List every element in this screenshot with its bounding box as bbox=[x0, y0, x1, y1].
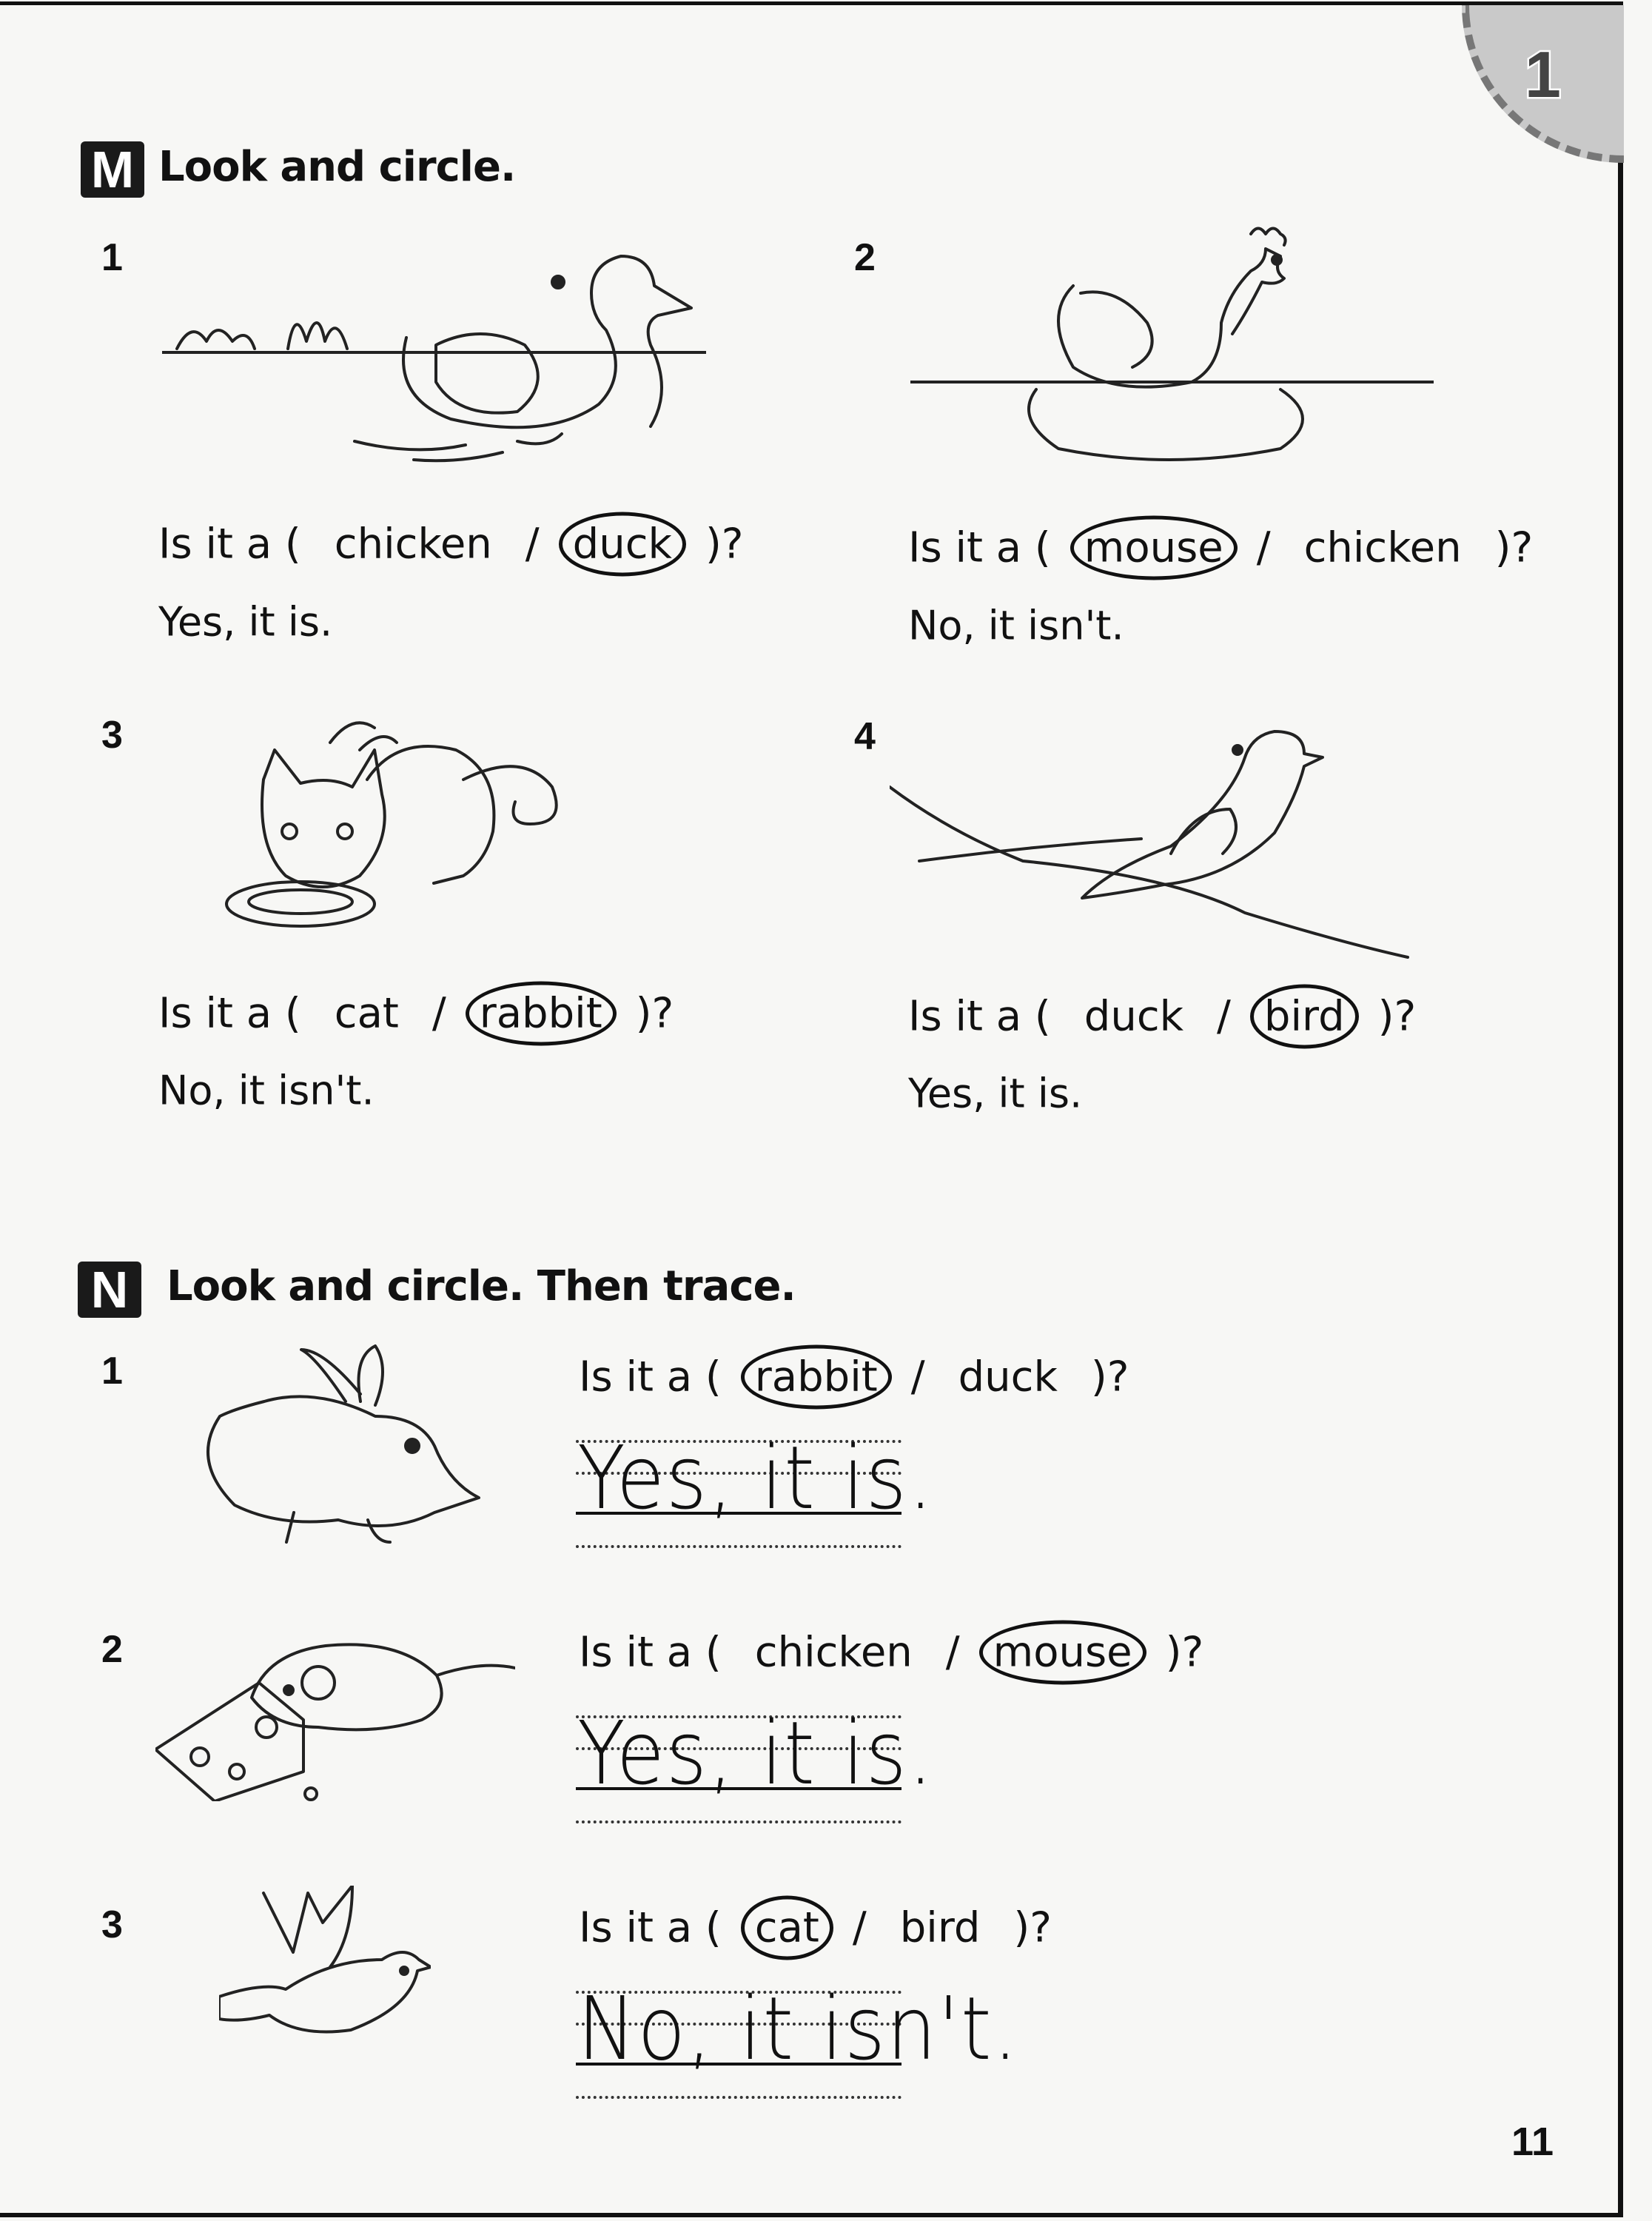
separator: / bbox=[1256, 523, 1271, 572]
separator: / bbox=[910, 1353, 925, 1401]
question bbox=[908, 516, 1533, 580]
item-number: 2 bbox=[101, 1628, 123, 1671]
section-n-title: Look and circle. Then trace. bbox=[167, 1262, 796, 1310]
item-number: 1 bbox=[101, 236, 123, 279]
item-number: 4 bbox=[854, 715, 876, 758]
option-rabbit[interactable]: rabbit bbox=[741, 1345, 892, 1410]
separator: / bbox=[525, 520, 540, 569]
rabbit-picture bbox=[198, 1342, 487, 1547]
section-m-title: Look and circle. bbox=[158, 143, 516, 191]
option-chicken[interactable]: chicken bbox=[1303, 523, 1462, 572]
option-duck[interactable]: duck bbox=[958, 1353, 1058, 1401]
option-rabbit[interactable]: rabbit bbox=[466, 982, 617, 1046]
question-prefix: Is it a ( bbox=[908, 992, 1051, 1041]
trace-text: No, it isn't. bbox=[577, 1977, 1019, 2080]
mouse-picture bbox=[155, 1638, 515, 1801]
answer: No, it isn't. bbox=[158, 1067, 375, 1114]
chicken-picture bbox=[910, 219, 1434, 466]
trace-line[interactable] bbox=[576, 1702, 935, 1826]
question-suffix: )? bbox=[1165, 1628, 1204, 1677]
question-prefix: Is it a ( bbox=[158, 989, 301, 1038]
answer: Yes, it is. bbox=[158, 598, 333, 646]
trace-text: Yes, it is. bbox=[577, 1427, 935, 1529]
guide-bottom bbox=[576, 1545, 901, 1548]
cat-picture bbox=[219, 720, 572, 939]
option-chicken[interactable]: chicken bbox=[754, 1628, 913, 1677]
question-prefix: Is it a ( bbox=[158, 520, 301, 569]
guide-bottom bbox=[576, 2096, 901, 2099]
section-n-badge: N bbox=[78, 1262, 141, 1318]
question bbox=[158, 512, 744, 577]
option-bird[interactable]: bird bbox=[899, 1903, 981, 1952]
unit-number: 1 bbox=[1525, 38, 1561, 111]
guide-bottom bbox=[576, 1820, 901, 1823]
question-suffix: )? bbox=[1494, 523, 1534, 572]
bird-picture bbox=[890, 728, 1412, 960]
separator: / bbox=[945, 1628, 960, 1677]
answer: Yes, it is. bbox=[908, 1070, 1083, 1117]
question-suffix: )? bbox=[1013, 1903, 1052, 1952]
question-suffix: )? bbox=[1377, 992, 1417, 1041]
question bbox=[579, 1621, 1203, 1685]
item-number: 3 bbox=[101, 1903, 123, 1946]
question bbox=[579, 1896, 1052, 1960]
item-number: 2 bbox=[854, 236, 876, 279]
option-cat[interactable]: cat bbox=[741, 1896, 833, 1960]
question-prefix: Is it a ( bbox=[579, 1628, 722, 1677]
question-prefix: Is it a ( bbox=[579, 1903, 722, 1952]
question bbox=[579, 1345, 1129, 1410]
separator: / bbox=[1217, 992, 1231, 1041]
option-mouse[interactable]: mouse bbox=[979, 1621, 1146, 1685]
question bbox=[908, 985, 1416, 1049]
trace-line[interactable] bbox=[576, 1427, 935, 1551]
trace-text: Yes, it is. bbox=[577, 1702, 935, 1804]
question-suffix: )? bbox=[635, 989, 674, 1038]
option-duck[interactable]: duck bbox=[559, 512, 686, 577]
question-prefix: Is it a ( bbox=[579, 1353, 722, 1401]
section-m-badge: M bbox=[81, 141, 144, 198]
option-duck[interactable]: duck bbox=[1084, 992, 1184, 1041]
page-number: 11 bbox=[1511, 2120, 1554, 2164]
option-mouse[interactable]: mouse bbox=[1070, 516, 1238, 580]
option-chicken[interactable]: chicken bbox=[334, 520, 492, 569]
question-prefix: Is it a ( bbox=[908, 523, 1051, 572]
answer: No, it isn't. bbox=[908, 602, 1124, 649]
item-number: 3 bbox=[101, 714, 123, 757]
question-suffix: )? bbox=[1090, 1353, 1129, 1401]
duck-picture bbox=[162, 219, 706, 466]
question bbox=[158, 982, 674, 1046]
item-number: 1 bbox=[101, 1350, 123, 1393]
question-suffix: )? bbox=[705, 520, 744, 569]
option-cat[interactable]: cat bbox=[334, 989, 399, 1038]
trace-line[interactable] bbox=[576, 1977, 1019, 2102]
separator: / bbox=[852, 1903, 867, 1952]
separator: / bbox=[432, 989, 446, 1038]
bird-picture bbox=[219, 1886, 431, 2041]
option-bird[interactable]: bird bbox=[1250, 985, 1359, 1049]
